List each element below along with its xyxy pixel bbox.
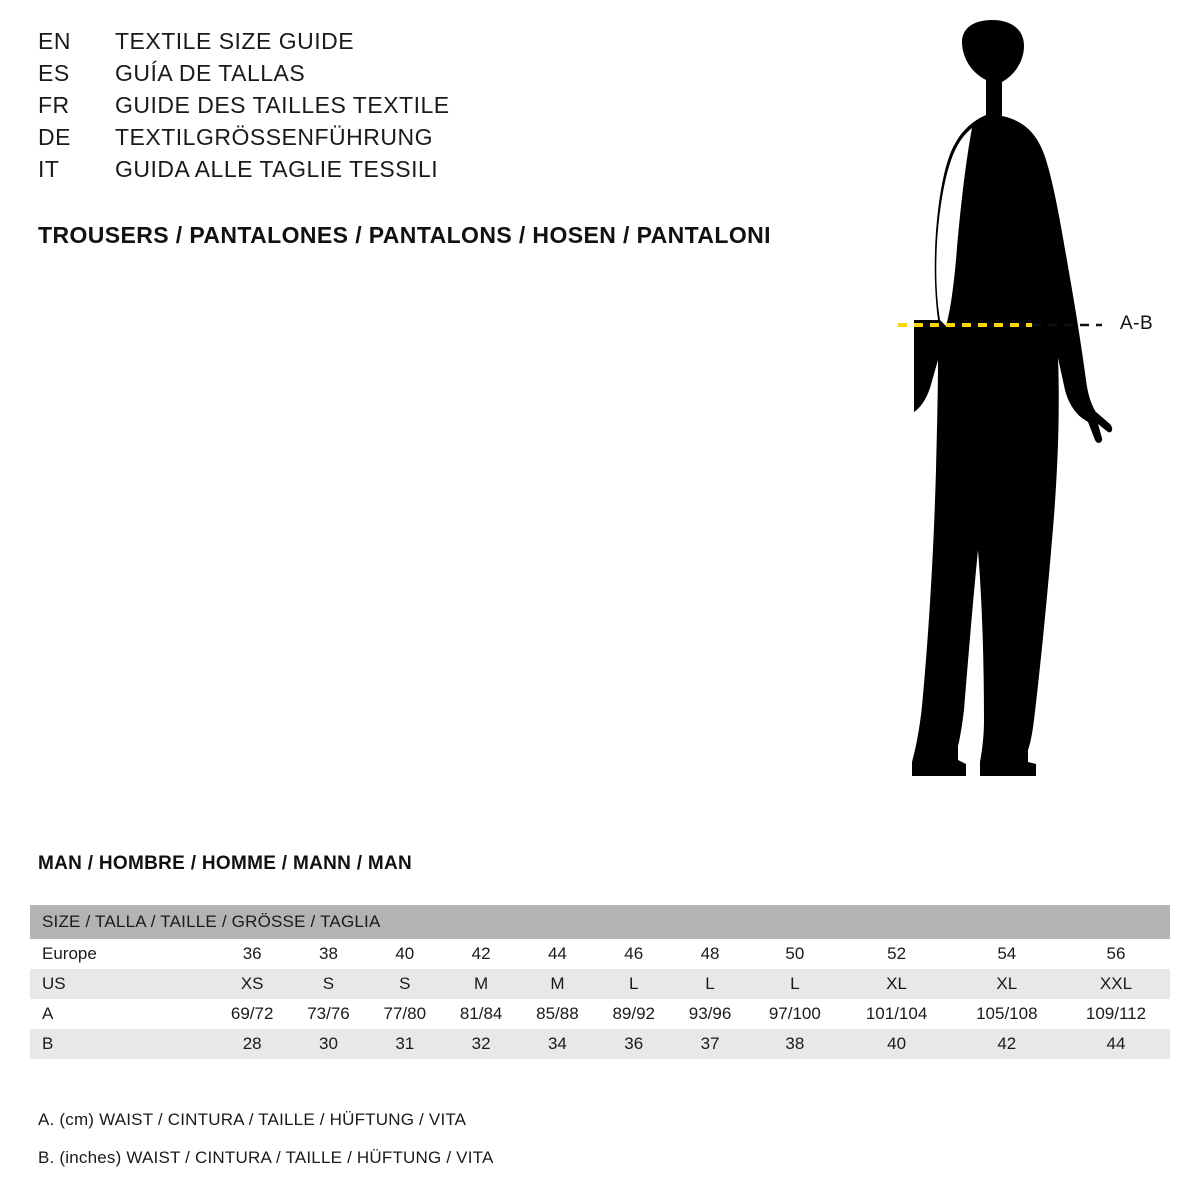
measurement-label-ab: A-B bbox=[1120, 313, 1154, 334]
table-cell: 36 bbox=[596, 1029, 672, 1059]
language-row bbox=[38, 156, 798, 188]
table-header-row bbox=[30, 905, 1170, 939]
language-code: ES bbox=[38, 60, 70, 86]
language-row bbox=[38, 124, 798, 156]
table-row bbox=[30, 1029, 1170, 1059]
table-cell: 93/96 bbox=[672, 999, 748, 1029]
table-row bbox=[30, 939, 1170, 969]
silhouette-shape bbox=[912, 20, 1112, 776]
table-cell: 73/76 bbox=[290, 999, 366, 1029]
table-cell: 30 bbox=[290, 1029, 366, 1059]
table-row bbox=[30, 999, 1170, 1029]
language-list bbox=[38, 28, 798, 188]
language-text: GUIDE DES TAILLES TEXTILE bbox=[115, 92, 450, 118]
male-silhouette-figure bbox=[820, 20, 1180, 810]
table-row bbox=[30, 969, 1170, 999]
table-cell: 89/92 bbox=[596, 999, 672, 1029]
table-cell: 34 bbox=[519, 1029, 595, 1059]
man-section-title: MAN / HOMBRE / HOMME / MANN / MAN bbox=[38, 853, 413, 874]
table-cell: 31 bbox=[367, 1029, 443, 1059]
table-cell: 28 bbox=[214, 1029, 290, 1059]
table-cell: 37 bbox=[672, 1029, 748, 1059]
table-cell: 32 bbox=[443, 1029, 519, 1059]
table-cell: 50 bbox=[748, 939, 841, 969]
table-cell: 48 bbox=[672, 939, 748, 969]
language-text: TEXTILE SIZE GUIDE bbox=[115, 28, 355, 54]
table-cell: 109/112 bbox=[1062, 999, 1170, 1029]
table-cell: 44 bbox=[1062, 1029, 1170, 1059]
footnote-b: B. (inches) WAIST / CINTURA / TAILLE / HÜFTUNG / VITA bbox=[38, 1148, 494, 1167]
table-cell: XL bbox=[841, 969, 951, 999]
table-cell: M bbox=[519, 969, 595, 999]
garment-type-heading: TROUSERS / PANTALONES / PANTALONS / HOSEN / PANTALONI bbox=[38, 222, 771, 248]
table-cell: 105/108 bbox=[952, 999, 1062, 1029]
language-row bbox=[38, 60, 798, 92]
table-cell: XXL bbox=[1062, 969, 1170, 999]
table-cell: M bbox=[443, 969, 519, 999]
footnote-a: A. (cm) WAIST / CINTURA / TAILLE / HÜFTUNG / VITA bbox=[38, 1110, 467, 1129]
language-code: DE bbox=[38, 124, 71, 150]
table-cell: L bbox=[748, 969, 841, 999]
table-cell: 81/84 bbox=[443, 999, 519, 1029]
size-table bbox=[30, 905, 1170, 1059]
measurement-line-ab bbox=[880, 300, 1140, 350]
table-cell: 44 bbox=[519, 939, 595, 969]
table-cell: S bbox=[290, 969, 366, 999]
table-cell: 38 bbox=[748, 1029, 841, 1059]
table-cell: 56 bbox=[1062, 939, 1170, 969]
table-cell: L bbox=[672, 969, 748, 999]
table-header-label: SIZE / TALLA / TAILLE / GRÖSSE / TAGLIA bbox=[30, 905, 1170, 939]
language-text: GUÍA DE TALLAS bbox=[115, 60, 306, 86]
table-cell: 77/80 bbox=[367, 999, 443, 1029]
language-code: FR bbox=[38, 92, 70, 118]
language-text: GUIDA ALLE TAGLIE TESSILI bbox=[115, 156, 439, 182]
table-cell: 36 bbox=[214, 939, 290, 969]
table-cell: XL bbox=[952, 969, 1062, 999]
language-row bbox=[38, 28, 798, 60]
table-cell: 38 bbox=[290, 939, 366, 969]
table-cell: 101/104 bbox=[841, 999, 951, 1029]
row-label: A bbox=[30, 999, 214, 1029]
table-cell: 40 bbox=[367, 939, 443, 969]
row-label: B bbox=[30, 1029, 214, 1059]
table-cell: 46 bbox=[596, 939, 672, 969]
table-cell: 42 bbox=[952, 1029, 1062, 1059]
table-cell: 52 bbox=[841, 939, 951, 969]
table-cell: 97/100 bbox=[748, 999, 841, 1029]
table-cell: 85/88 bbox=[519, 999, 595, 1029]
language-text: TEXTILGRÖSSENFÜHRUNG bbox=[115, 124, 433, 150]
row-label: US bbox=[30, 969, 214, 999]
table-cell: 69/72 bbox=[214, 999, 290, 1029]
table-cell: XS bbox=[214, 969, 290, 999]
table-cell: S bbox=[367, 969, 443, 999]
language-code: IT bbox=[38, 156, 60, 182]
language-row bbox=[38, 92, 798, 124]
table-cell: 54 bbox=[952, 939, 1062, 969]
row-label: Europe bbox=[30, 939, 214, 969]
table-cell: L bbox=[596, 969, 672, 999]
table-cell: 40 bbox=[841, 1029, 951, 1059]
table-cell: 42 bbox=[443, 939, 519, 969]
language-code: EN bbox=[38, 28, 71, 54]
